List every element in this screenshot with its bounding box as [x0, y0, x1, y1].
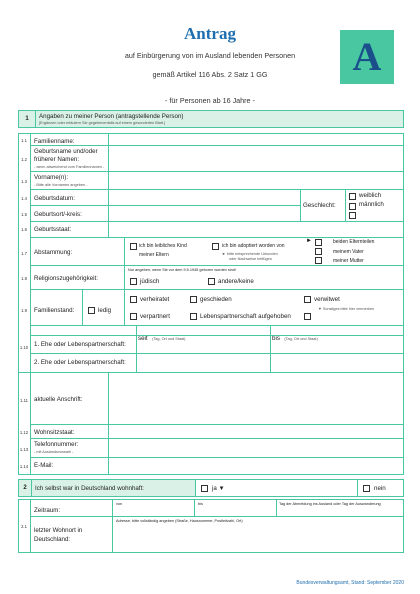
deregistration-label: Tag der Abmeldung ins Ausland oder Tag der Auswanderung: [279, 502, 381, 506]
marriage-1-since-input[interactable]: [137, 336, 269, 353]
marital-status-label: Familienstand:: [34, 307, 75, 314]
descent-adopted-checkbox[interactable]: [212, 243, 219, 250]
marital-other-note: ▼ Sonstiges bitte hier vermerken: [318, 307, 375, 311]
adopted-father-checkbox[interactable]: [315, 248, 322, 255]
marital-single-checkbox[interactable]: [88, 307, 95, 314]
field-number: 1.7: [21, 251, 27, 256]
lived-in-germany-no-label: nein: [374, 485, 386, 492]
last-residence-label-2: Deutschland:: [34, 536, 71, 543]
address-label: aktuelle Anschrift:: [34, 396, 83, 403]
email-input[interactable]: [109, 458, 403, 474]
gender-other-checkbox[interactable]: [349, 212, 356, 219]
adopted-mother-checkbox[interactable]: [315, 257, 322, 264]
religion-jewish-checkbox[interactable]: [130, 278, 137, 285]
lived-in-germany-no-checkbox[interactable]: [363, 485, 370, 492]
period-until-label: bis: [198, 502, 203, 506]
field-number: 1.11: [20, 398, 28, 403]
period-label: Zeitraum:: [34, 507, 61, 514]
marital-married-checkbox[interactable]: [130, 296, 137, 303]
gender-female-label: weiblich: [359, 192, 382, 199]
descent-biological-label-2: meiner Eltern: [139, 252, 169, 258]
until-note: (Tag, Ort und Staat): [284, 337, 318, 341]
adopted-both-parents-checkbox[interactable]: [315, 239, 322, 246]
birth-name-label-2: früherer Namen:: [34, 156, 80, 163]
descent-biological-label: ich bin leibliches Kind: [139, 243, 187, 249]
since-note: (Tag, Ort und Staat): [152, 337, 186, 341]
field-number: 1.13: [19, 447, 29, 452]
adopted-father-label: meinem Vater: [333, 249, 364, 255]
field-number: 1.5: [21, 212, 27, 217]
section-1-title: Angaben zu meiner Person (antragstellende Person): [39, 113, 184, 120]
lived-in-germany-yes-label: ja ▼: [212, 485, 225, 492]
form-subtitle-1: auf Einbürgerung von im Ausland lebenden Personen: [124, 51, 296, 60]
family-name-input[interactable]: [109, 134, 403, 145]
marriage-2-until-input[interactable]: [271, 354, 403, 371]
birth-name-note: - wenn abweichend vom Familiennamen -: [34, 165, 105, 169]
marital-partnered-checkbox[interactable]: [130, 313, 137, 320]
field-number: 1.1: [21, 138, 27, 143]
field-number: 1.3: [21, 179, 27, 184]
email-label: E-Mail:: [34, 462, 54, 469]
marriage-1-until-input[interactable]: [271, 336, 403, 353]
section-1-subtitle: [Ergänzen oder erläutern Sie gegebenenfalls auf einem gesonderten Blatt.]: [39, 121, 166, 125]
descent-adopted-note-1: ► bitte entsprechende Urkunden: [222, 252, 278, 256]
field-number: 1.9: [21, 308, 27, 313]
birth-date-label: Geburtsdatum:: [34, 195, 75, 202]
marital-widowed-checkbox[interactable]: [304, 296, 311, 303]
marriage-1-label: 1. Ehe oder Lebenspartnerschaft:: [34, 341, 126, 348]
footer-text: Bundesverwaltungsamt, Stand: September 2020: [296, 580, 404, 586]
descent-adopted-label: ich bin adoptiert worden von: [222, 243, 285, 249]
last-residence-input[interactable]: [113, 525, 403, 552]
religion-note: Nur angeben, wenn Sie vor dem 9.5.1945 geboren worden sind!: [128, 268, 236, 272]
section-2-number: 2: [23, 485, 27, 491]
adopted-both-parents-label: beiden Elternteilen: [333, 239, 375, 245]
form-subtitle-3: - für Personen ab 16 Jahre -: [165, 96, 255, 105]
form-subtitle-2: gemäß Artikel 116 Abs. 2 Satz 1 GG: [152, 70, 268, 79]
residence-country-label: Wohnsitzstaat:: [34, 429, 75, 436]
marital-other-input[interactable]: [314, 316, 400, 323]
first-names-input[interactable]: [109, 172, 403, 189]
period-from-input[interactable]: [113, 500, 194, 515]
until-label: bis: [272, 335, 280, 342]
field-number: 1.6: [21, 227, 27, 232]
field-number: 1.4: [21, 196, 27, 201]
field-number: 1.14: [19, 464, 29, 469]
last-residence-note: Adresse, bitte vollständig angeben (Straße, Hausnummer, Postleitzahl, Ort): [116, 519, 243, 523]
phone-input[interactable]: [109, 439, 403, 456]
gender-male-checkbox[interactable]: [349, 203, 356, 210]
field-number: 1.10: [19, 345, 29, 350]
marital-widowed-label: verwitwet: [314, 296, 340, 303]
field-number: 1.8: [21, 276, 27, 281]
birth-place-input[interactable]: [109, 206, 299, 220]
residence-country-input[interactable]: [109, 425, 403, 437]
gender-male-label: männlich: [359, 201, 384, 208]
address-input[interactable]: [109, 373, 403, 423]
adopted-mother-label: meiner Mutter: [333, 258, 364, 264]
field-number: 1.2: [21, 157, 27, 162]
marital-partnership-dissolved-label: Lebenspartnerschaft aufgehoben: [200, 313, 291, 320]
form-logo-badge: A: [340, 30, 394, 84]
birth-country-label: Geburtsstaat:: [34, 226, 72, 233]
marital-partnered-label: verpartnert: [140, 313, 170, 320]
phone-note: - mit Auslandsvorwahl -: [34, 450, 74, 454]
birth-date-input[interactable]: [109, 190, 299, 204]
lived-in-germany-yes-checkbox[interactable]: [201, 485, 208, 492]
gender-label: Geschlecht:: [303, 202, 336, 209]
religion-jewish-label: jüdisch: [140, 278, 160, 285]
arrow-right-icon: ►: [306, 238, 312, 244]
religion-other-label: andere/keine: [218, 278, 254, 285]
marriage-2-label: 2. Ehe oder Lebenspartnerschaft:: [34, 359, 126, 366]
section-2-question: Ich selbst war in Deutschland wohnhaft:: [35, 485, 145, 492]
marital-divorced-label: geschieden: [200, 296, 232, 303]
marital-single-label: ledig: [98, 307, 112, 314]
period-from-label: von: [116, 502, 123, 506]
since-label: seit: [138, 335, 148, 342]
religion-label: Religionszugehörigkeit:: [34, 275, 98, 282]
descent-label: Abstammung:: [34, 249, 73, 256]
field-number: 2.1: [21, 524, 27, 529]
descent-biological-checkbox[interactable]: [130, 243, 137, 250]
deregistration-date-input[interactable]: [277, 500, 403, 515]
period-until-input[interactable]: [195, 500, 276, 515]
birth-place-label: Geburtsort/-kreis:: [34, 211, 82, 218]
last-residence-label: letzter Wohnort in: [34, 527, 83, 534]
section-1-header: [18, 110, 404, 128]
form-title: Antrag: [184, 24, 236, 43]
marital-married-label: verheiratet: [140, 296, 170, 303]
field-number: 1.12: [19, 430, 29, 435]
family-name-label: Familienname:: [34, 138, 75, 145]
birth-country-input[interactable]: [109, 222, 403, 237]
phone-label: Telefonnummer:: [34, 441, 79, 448]
birth-name-label: Geburtsname und/oder: [34, 148, 98, 155]
gender-female-checkbox[interactable]: [349, 193, 356, 200]
section-1-number: 1: [25, 116, 29, 122]
marital-divorced-checkbox[interactable]: [190, 296, 197, 303]
first-names-label: Vorname(n):: [34, 174, 69, 181]
marital-partnership-dissolved-checkbox[interactable]: [190, 313, 197, 320]
section-2-header: [18, 479, 404, 497]
descent-adopted-note-2: oder Nachweise beifügen: [229, 257, 272, 261]
religion-other-checkbox[interactable]: [208, 278, 215, 285]
marital-other-checkbox[interactable]: [304, 313, 311, 320]
first-names-note: - Bitte alle Vornamen angeben -: [34, 183, 88, 187]
marriage-2-since-input[interactable]: [137, 354, 269, 371]
birth-name-input[interactable]: [109, 146, 403, 171]
